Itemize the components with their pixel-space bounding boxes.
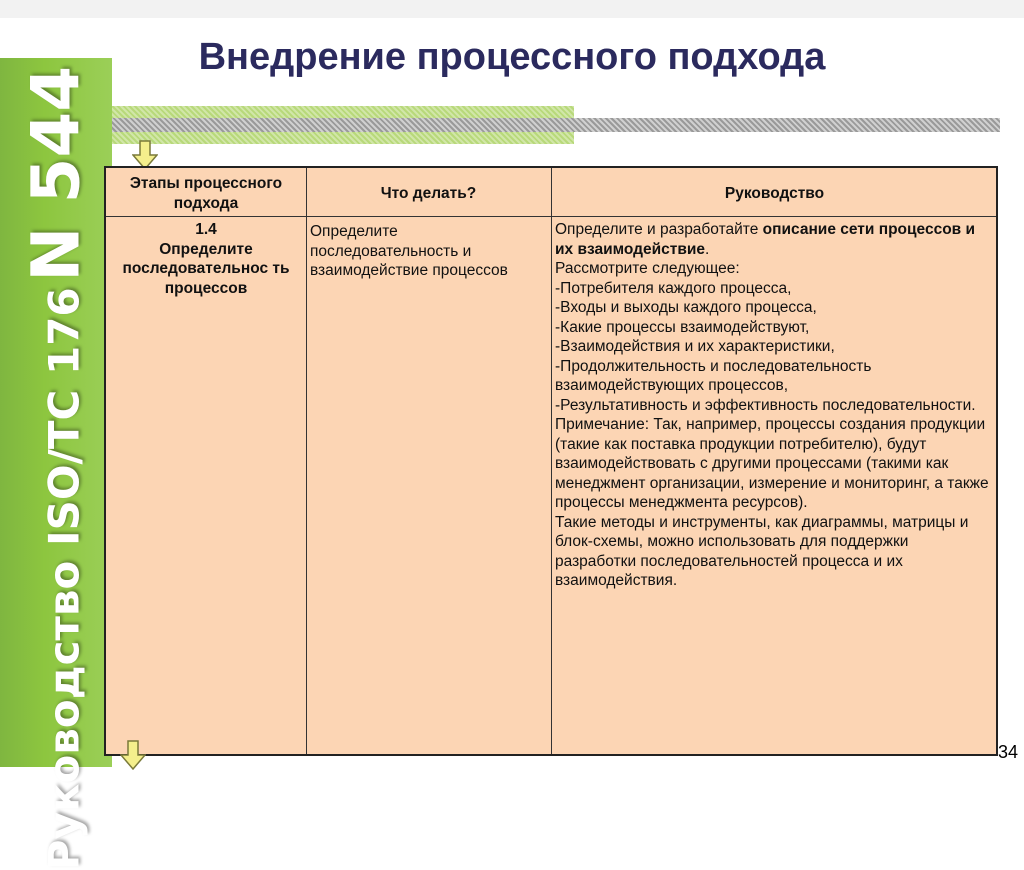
header-guide: Руководство	[724, 185, 825, 202]
sidebar-banner	[0, 58, 112, 870]
list-item: - Продолжительность и последовательность взаимодействующих процессов,	[555, 357, 993, 396]
list-item: - Взаимодействия и их характеристики,	[555, 337, 993, 357]
guide-intro	[555, 220, 993, 259]
guide-note: Примечание: Так, например, процессы создания продукции (такие как поставка продукции потребителю), будут взаимодействовать с другими процессами (такими как менеджмент организации, измерение и мониторинг, а также процессы менеджмента ресурсов).	[555, 416, 989, 511]
process-table	[104, 166, 998, 756]
column-divider	[551, 168, 552, 754]
guide-intro-plain: Определите и разработайте	[555, 221, 763, 238]
header-divider	[106, 216, 996, 217]
header-what-to-do: Что делать?	[380, 185, 477, 202]
guide-cell	[555, 220, 993, 591]
header-stages: Этапы процессного подхода	[129, 175, 283, 212]
stage-cell	[108, 220, 304, 298]
guide-tools: Такие методы и инструменты, как диаграммы, матрицы и блок-схемы, можно использовать для поддержки разработки последовательностей процесса и их взаимодействия.	[555, 513, 969, 589]
guide-consider: Рассмотрите следующее:	[555, 260, 740, 277]
what-to-do-cell: Определите последовательность и взаимодействие процессов	[310, 223, 508, 279]
list-item: - Входы и выходы каждого процесса,	[555, 298, 993, 318]
guide-intro-end: .	[705, 240, 710, 258]
guide-intro-bold: описание сети процессов и их взаимодействие	[555, 221, 976, 258]
page-number: 34	[997, 742, 1018, 762]
slide-title: Внедрение процессного подхода	[198, 36, 826, 78]
stage-number: 1.4	[195, 221, 217, 238]
stage-text: Определите последовательнос ть процессов	[122, 240, 290, 297]
top-frame	[0, 0, 1024, 18]
column-divider	[306, 168, 307, 754]
arrow-down-icon	[120, 740, 146, 770]
list-item: - Результативность и эффективность последовательности.	[555, 396, 993, 416]
list-item: - Какие процессы взаимодействуют,	[555, 318, 993, 338]
sidebar-label-big: N 544	[17, 65, 95, 282]
decorative-band-gray	[112, 118, 1000, 132]
sidebar-label-small: Руководство ISO/TC 176	[39, 287, 89, 870]
sidebar-label	[18, 66, 95, 870]
list-item: - Потребителя каждого процесса,	[555, 279, 993, 299]
